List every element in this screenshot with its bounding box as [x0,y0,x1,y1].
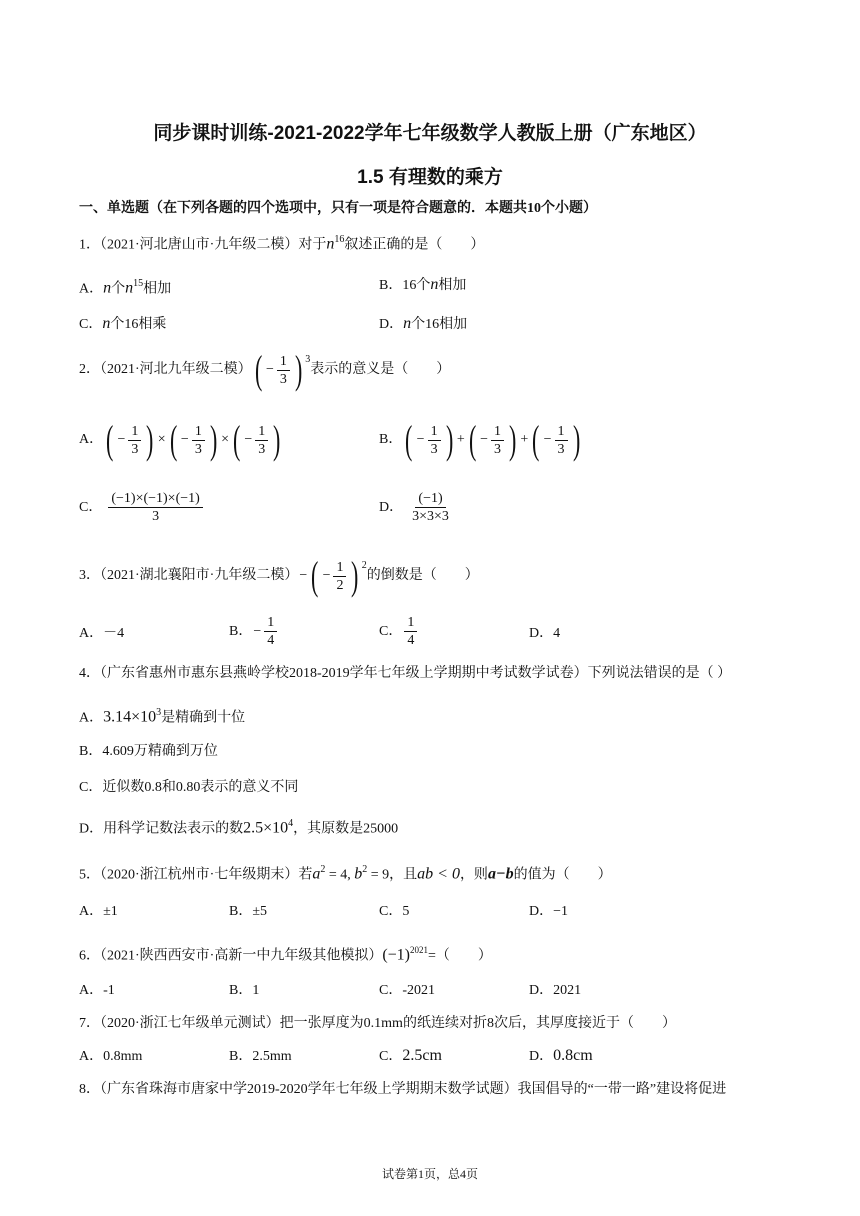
question-3-option-a: A．－4 [79,626,125,641]
question-6-option-c: C．-2021 [379,983,435,998]
question-8-stem: 8．（广东省珠海市唐家中学2019-2020学年七年级上学期期末数学试题）我国倡导的“一带一路”建设将促进 [79,1082,727,1097]
question-1-option-d: D．n个16相加 [379,315,468,332]
question-6-option-b: B．1 [229,983,260,998]
question-4-stem: 4．（广东省惠州市惠东县燕岭学校2018-2019学年七年级上学期期中考试数学试卷）下列说法错误的是（ ） [79,666,732,681]
question-4-option-d: D．用科学记数法表示的数$2.5\times 10^4$，其原数是25000 [79,818,399,837]
question-4-option-c: C．近似数0.8和0.80表示的意义不同 [79,780,299,795]
question-3-option-d: D．4 [529,626,561,641]
question-6-option-d: D．2021 [529,983,582,998]
question-2-option-c: C． $\frac{(-1)\times(-1)\times(-1)}{3}$ [79,490,205,525]
question-5-option-c: C．5 [379,904,410,919]
question-5-option-d: D．−1 [529,904,569,919]
question-1-option-c: C．n个16相乘 [79,315,167,332]
question-3-stem: 3．（2021·湖北襄阳市·九年级二模） − ( − $\frac{1}{2}$ ) $^2$ 的倒数是（ ） [79,553,479,598]
question-3-option-c: C． $\frac{1}{4}$ [379,614,419,649]
section-heading: 一、单选题（在下列各题的四个选项中，只有一项是符合题意的．本题共10个小题） [79,201,597,216]
question-7-stem: 7．（2020·浙江七年级单元测试）把一张厚度为0.1mm的纸连续对折8次后，其厚度接近于（ ） [79,1016,676,1031]
question-2-option-b: B． ( − $\frac{1}{3}$ ) + ( − $\frac{1}{3}$ ) + ( − $\frac{1}{3}$ ) [379,417,580,462]
question-7-option-c: C．2.5cm [379,1047,442,1064]
question-1-stem: 1．（2021·河北唐山市·九年级二模）对于$n^{16}$叙述正确的是（ ） [79,234,485,253]
question-7-option-a: A．0.8mm [79,1049,143,1064]
question-1-option-b: B．16个n相加 [379,276,467,293]
question-2-stem: 2．（2021·河北九年级二模） ( − $\frac{1}{3}$ ) $^3$ 表示的意义是（ ） [79,347,451,392]
question-4-option-b: B．4.609万精确到万位 [79,744,218,759]
question-5-stem: 5．（2020·浙江杭州市·七年级期末）若$a^2 = 4$, $b^2 = 9$，且ab < 0，则a−b的值为（ ） [79,864,612,883]
page-title: 同步课时训练-2021-2022学年七年级数学人教版上册（广东地区） [153,123,707,144]
question-7-option-b: B．2.5mm [229,1049,292,1064]
question-2-option-a: A． ( − $\frac{1}{3}$ ) × ( − $\frac{1}{3}$ ) × ( − $\frac{1}{3}$ ) [79,417,281,462]
question-6-option-a: A．-1 [79,983,115,998]
question-7-option-d: D．0.8cm [529,1047,593,1064]
question-1-option-a: A．n个$n^{15}$相加 [79,278,172,297]
question-3-option-b: B． − $\frac{1}{4}$ [229,614,279,649]
question-4-option-a: A．$3.14\times 10^3$是精确到十位 [79,707,246,726]
question-5-option-b: B．±5 [229,904,268,919]
question-2-option-d: D． $\frac{(-1)}{3\times 3\times 3}$ [379,491,449,524]
question-5-option-a: A．±1 [79,904,118,919]
question-6-stem: 6．（2021·陕西西安市·高新一中九年级其他模拟）$(-1)^{2021}=$（ ） [79,945,492,964]
page-footer: 试卷第1页，总4页 [381,1167,478,1181]
page-subtitle: 1.5 有理数的乘方 [357,167,503,188]
